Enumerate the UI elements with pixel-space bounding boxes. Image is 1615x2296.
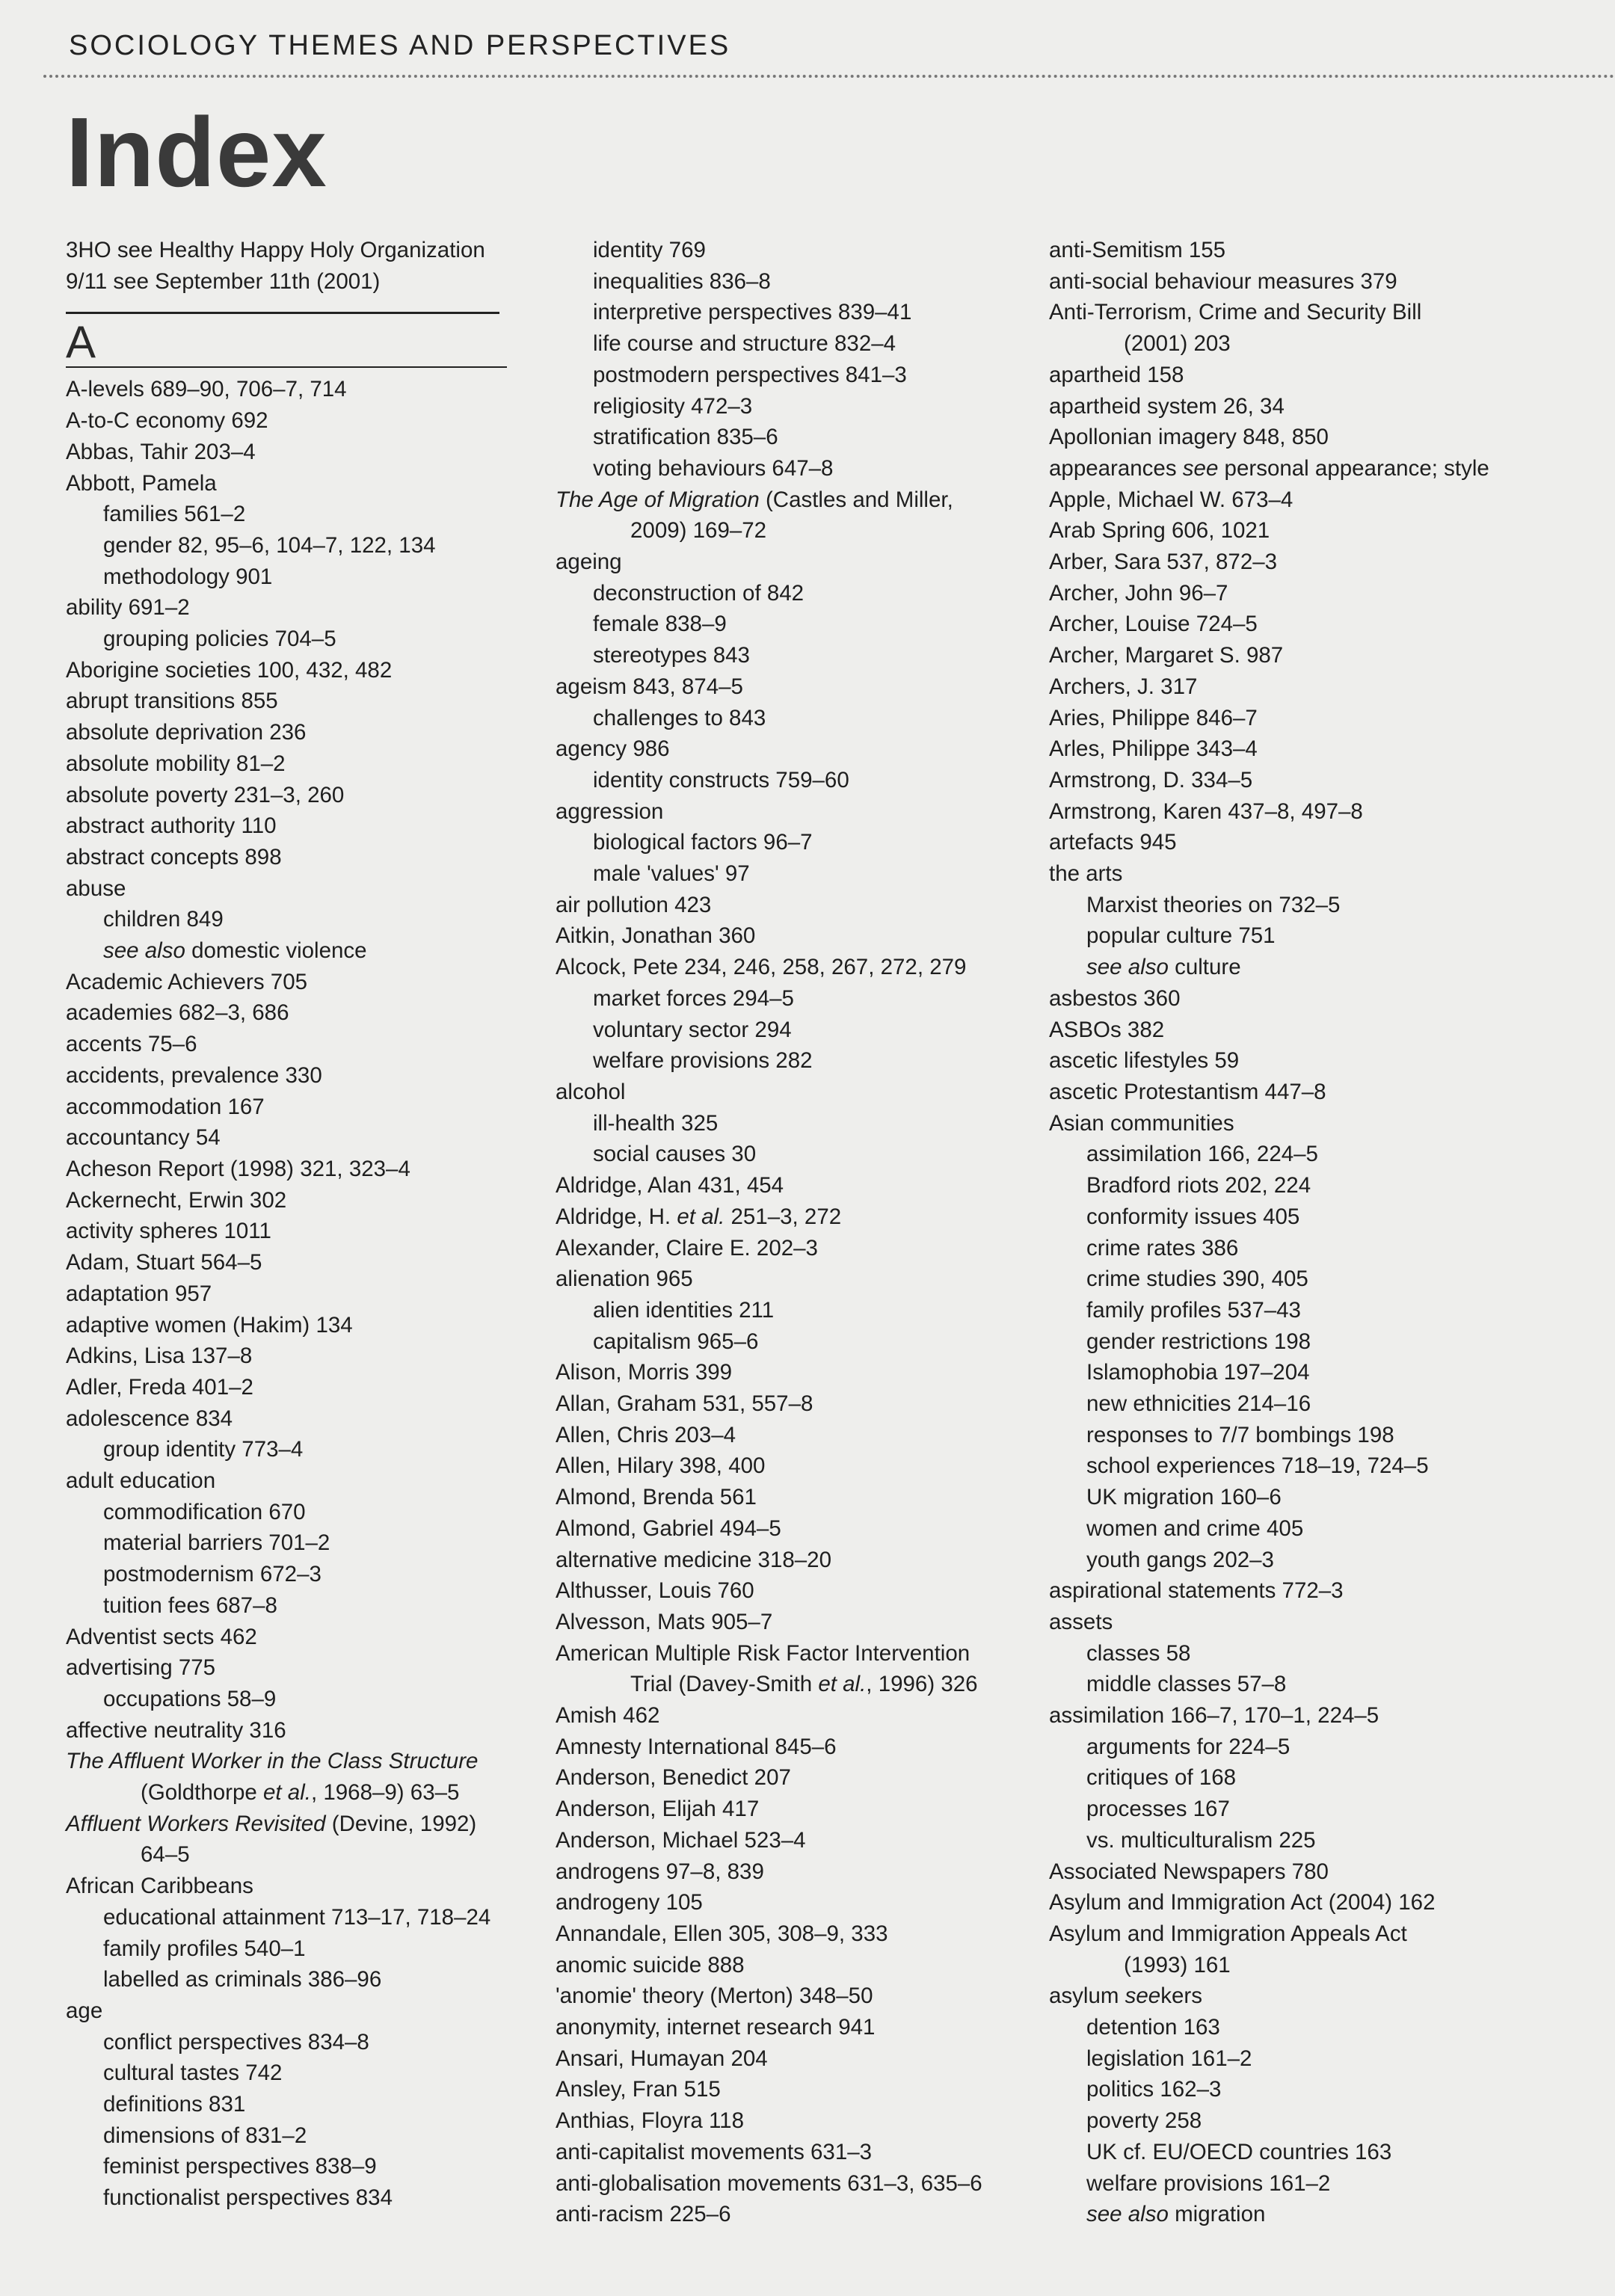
index-subentry: welfare provisions 282: [593, 1048, 813, 1074]
index-entry: the arts: [1049, 861, 1123, 887]
section-letter: A: [66, 312, 499, 366]
index-entry: absolute deprivation 236: [66, 720, 307, 745]
index-subentry: Islamophobia 197–204: [1086, 1360, 1310, 1385]
header-divider: [43, 75, 1615, 78]
index-subentry: critiques of 168: [1086, 1765, 1237, 1791]
index-subentry: family profiles 537–43: [1086, 1297, 1301, 1323]
index-subentry: legislation 161–2: [1086, 2046, 1252, 2071]
index-subentry: UK migration 160–6: [1086, 1485, 1282, 1510]
index-subentry: identity 769: [593, 238, 706, 262]
index-subentry: dimensions of 831–2: [103, 2123, 307, 2148]
index-entry: artefacts 945: [1049, 830, 1177, 855]
index-entry: Acheson Report (1998) 321, 323–4: [66, 1156, 410, 1181]
index-entry: Archers, J. 317: [1049, 674, 1198, 699]
index-entry: adaptive women (Hakim) 134: [66, 1312, 353, 1338]
index-entry: Aborigine societies 100, 432, 482: [66, 657, 393, 683]
index-subentry: alien identities 211: [593, 1297, 775, 1323]
index-subentry: welfare provisions 161–2: [1086, 2170, 1331, 2196]
index-entry: Aldridge, H. et al. 251–3, 272: [556, 1204, 842, 1229]
index-subentry: politics 162–3: [1086, 2077, 1222, 2102]
index-entry: Ackernecht, Erwin 302: [66, 1187, 287, 1213]
index-subentry: Marxist theories on 732–5: [1086, 892, 1341, 917]
index-subentry: ill-health 325: [593, 1110, 719, 1136]
index-entry: Anderson, Elijah 417: [556, 1797, 760, 1822]
running-header: SOCIOLOGY THEMES AND PERSPECTIVES: [69, 30, 731, 61]
index-subentry: feminist perspectives 838–9: [103, 2154, 377, 2179]
index-entry: Adler, Freda 401–2: [66, 1374, 253, 1400]
index-entry: Amnesty International 845–6: [556, 1734, 837, 1759]
index-entry: Anthias, Floyra 118: [556, 2108, 744, 2134]
index-entry: A-to-C economy 692: [66, 408, 268, 434]
index-entry: assets: [1049, 1609, 1113, 1634]
index-subentry: interpretive perspectives 839–41: [593, 300, 912, 325]
index-entry: Asylum and Immigration Appeals Act: [1049, 1921, 1407, 1946]
index-subentry: methodology 901: [103, 564, 273, 589]
index-entry: Almond, Gabriel 494–5: [556, 1515, 781, 1541]
index-entry: absolute poverty 231–3, 260: [66, 782, 345, 807]
index-entry: Alcock, Pete 234, 246, 258, 267, 272, 279: [556, 955, 967, 980]
index-entry: Affluent Workers Revisited (Devine, 1992): [66, 1811, 477, 1836]
index-subentry: Trial (Davey-Smith et al., 1996) 326: [630, 1672, 978, 1697]
index-entry: ascetic Protestantism 447–8: [1049, 1079, 1326, 1104]
index-entry: accountancy 54: [66, 1125, 221, 1151]
index-entry: anti-social behaviour measures 379: [1049, 268, 1397, 294]
index-subentry: poverty 258: [1086, 2108, 1202, 2134]
index-entry: asbestos 360: [1049, 985, 1181, 1011]
index-entry: accidents, prevalence 330: [66, 1062, 322, 1088]
index-subentry: group identity 773–4: [103, 1437, 304, 1462]
index-subentry: voluntary sector 294: [593, 1017, 792, 1042]
index-entry: age: [66, 1998, 103, 2023]
index-entry: accents 75–6: [66, 1032, 197, 1057]
index-entry: The Age of Migration (Castles and Miller,: [556, 487, 953, 512]
index-subentry: see also migration: [1086, 2202, 1266, 2227]
index-entry: Apple, Michael W. 673–4: [1049, 487, 1293, 512]
index-subentry: families 561–2: [103, 502, 246, 527]
index-subentry: 64–5: [141, 1842, 190, 1868]
index-entry: Abbott, Pamela: [66, 470, 217, 496]
index-entry: abstract concepts 898: [66, 844, 282, 870]
index-subentry: occupations 58–9: [103, 1686, 277, 1711]
index-subentry: female 838–9: [593, 612, 727, 637]
index-subentry: crime rates 386: [1086, 1235, 1239, 1261]
index-subentry: deconstruction of 842: [593, 580, 805, 606]
index-subentry: tuition fees 687–8: [103, 1592, 277, 1618]
index-entry: Aitkin, Jonathan 360: [556, 923, 756, 949]
index-entry: Archer, Margaret S. 987: [1049, 643, 1284, 668]
index-entry: anti-capitalist movements 631–3: [556, 2139, 873, 2164]
index-entry: Arab Spring 606, 1021: [1049, 518, 1270, 544]
index-entry: A-levels 689–90, 706–7, 714: [66, 377, 347, 402]
index-subentry: challenges to 843: [593, 705, 766, 730]
index-entry: African Caribbeans: [66, 1874, 253, 1899]
index-entry: aggression: [556, 798, 664, 824]
index-subentry: crime studies 390, 405: [1086, 1267, 1308, 1292]
index-subentry: identity constructs 759–60: [593, 767, 849, 792]
entry-list: [1049, 235, 1542, 2230]
index-entry: adaptation 957: [66, 1281, 212, 1306]
index-subentry: assimilation 166, 224–5: [1086, 1142, 1318, 1167]
index-entry: Allen, Hilary 398, 400: [556, 1453, 766, 1479]
index-entry: Armstrong, Karen 437–8, 497–8: [1049, 798, 1363, 824]
index-entry: American Multiple Risk Factor Intervention: [556, 1640, 970, 1666]
index-subentry: popular culture 751: [1086, 923, 1276, 949]
index-entry: ascetic lifestyles 59: [1049, 1048, 1240, 1074]
index-entry: Alexander, Claire E. 202–3: [556, 1235, 818, 1261]
index-entry: assimilation 166–7, 170–1, 224–5: [1049, 1703, 1379, 1729]
index-entry: absolute mobility 81–2: [66, 751, 286, 776]
index-entry: anonymity, internet research 941: [556, 2015, 876, 2040]
index-column-2: [556, 235, 1034, 2230]
index-entry: adult education: [66, 1468, 216, 1494]
index-entry: Aries, Philippe 846–7: [1049, 705, 1258, 730]
index-entry: Apollonian imagery 848, 850: [1049, 425, 1329, 450]
index-subentry: gender 82, 95–6, 104–7, 122, 134: [103, 532, 436, 558]
index-entry: The Affluent Worker in the Class Structure: [66, 1749, 479, 1774]
index-subentry: inequalities 836–8: [593, 268, 771, 294]
index-subentry: conflict perspectives 834–8: [103, 2029, 369, 2055]
index-entry: anti-Semitism 155: [1049, 238, 1226, 262]
index-entry: Armstrong, D. 334–5: [1049, 767, 1253, 792]
index-subentry: social causes 30: [593, 1142, 757, 1167]
index-subentry: 2009) 169–72: [630, 518, 767, 544]
index-entry: Almond, Brenda 561: [556, 1485, 757, 1510]
index-entry: Alvesson, Mats 905–7: [556, 1609, 773, 1634]
index-subentry: male 'values' 97: [593, 861, 750, 887]
index-subentry: definitions 831: [103, 2092, 246, 2117]
index-subentry: capitalism 965–6: [593, 1329, 759, 1354]
index-subentry: family profiles 540–1: [103, 1936, 306, 1961]
index-entry: Althusser, Louis 760: [556, 1578, 754, 1604]
index-entry: Asylum and Immigration Act (2004) 162: [1049, 1890, 1436, 1915]
entry-list: [556, 235, 1034, 2230]
index-entry: androgeny 105: [556, 1890, 703, 1915]
index-subentry: classes 58: [1086, 1640, 1191, 1666]
index-entry: activity spheres 1011: [66, 1219, 271, 1244]
index-entry: apartheid system 26, 34: [1049, 393, 1285, 419]
index-subentry: educational attainment 713–17, 718–24: [103, 1904, 491, 1930]
index-entry: Archer, Louise 724–5: [1049, 612, 1258, 637]
section-divider: [66, 366, 507, 368]
index-subentry: postmodern perspectives 841–3: [593, 362, 907, 387]
index-subentry: stratification 835–6: [593, 425, 778, 450]
index-subentry: responses to 7/7 bombings 198: [1086, 1422, 1394, 1447]
index-entry: ability 691–2: [66, 595, 190, 621]
index-column-3: [1049, 235, 1542, 2230]
index-entry: accommodation 167: [66, 1094, 265, 1119]
index-subentry: detention 163: [1086, 2015, 1220, 2040]
index-subentry: see also culture: [1086, 955, 1241, 980]
index-subentry: religiosity 472–3: [593, 393, 753, 419]
index-subentry: children 849: [103, 907, 224, 932]
index-entry: abuse: [66, 875, 126, 901]
index-entry: ageism 843, 874–5: [556, 674, 743, 699]
index-subentry: (1993) 161: [1124, 1952, 1231, 1978]
index-entry: Ansari, Humayan 204: [556, 2046, 768, 2071]
index-subentry: functionalist perspectives 834: [103, 2185, 393, 2211]
index-entry: advertising 775: [66, 1655, 216, 1681]
index-entry: anomic suicide 888: [556, 1952, 745, 1978]
index-entry: academies 682–3, 686: [66, 1000, 289, 1026]
index-entry: ASBOs 382: [1049, 1017, 1165, 1042]
index-entry: Anti-Terrorism, Crime and Security Bill: [1049, 300, 1422, 325]
index-entry: Arles, Philippe 343–4: [1049, 736, 1258, 762]
index-entry: appearances see personal appearance; style: [1049, 455, 1489, 481]
index-subentry: cultural tastes 742: [103, 2060, 283, 2086]
index-entry: asylum seekers: [1049, 1983, 1202, 2009]
index-subentry: youth gangs 202–3: [1086, 1547, 1274, 1572]
index-entry: Ansley, Fran 515: [556, 2077, 721, 2102]
index-subentry: material barriers 701–2: [103, 1530, 330, 1556]
index-subentry: (2001) 203: [1124, 331, 1231, 357]
index-entry: Allen, Chris 203–4: [556, 1422, 736, 1447]
index-entry: 3HO see Healthy Happy Holy Organization: [66, 238, 485, 262]
index-entry: Asian communities: [1049, 1110, 1234, 1136]
index-entry: Arber, Sara 537, 872–3: [1049, 550, 1278, 575]
index-entry: adolescence 834: [66, 1406, 233, 1431]
index-entry: alcohol: [556, 1079, 626, 1104]
index-subentry: vs. multiculturalism 225: [1086, 1827, 1316, 1853]
index-entry: Allan, Graham 531, 557–8: [556, 1391, 813, 1417]
index-entry: ageing: [556, 550, 622, 575]
prelim-entries: [66, 235, 529, 297]
index-entry: 9/11 see September 11th (2001): [66, 268, 381, 294]
index-subentry: postmodernism 672–3: [103, 1562, 322, 1587]
index-subentry: middle classes 57–8: [1086, 1672, 1287, 1697]
index-entry: aspirational statements 772–3: [1049, 1578, 1344, 1604]
index-entry: androgens 97–8, 839: [556, 1859, 764, 1884]
index-entry: apartheid 158: [1049, 362, 1184, 387]
index-entry: Anderson, Michael 523–4: [556, 1827, 806, 1853]
index-subentry: processes 167: [1086, 1797, 1230, 1822]
index-entry: anti-racism 225–6: [556, 2202, 731, 2227]
index-subentry: UK cf. EU/OECD countries 163: [1086, 2139, 1392, 2164]
index-entry: Adkins, Lisa 137–8: [66, 1344, 253, 1369]
index-subentry: life course and structure 832–4: [593, 331, 896, 357]
index-subentry: biological factors 96–7: [593, 830, 813, 855]
index-entry: Alison, Morris 399: [556, 1360, 733, 1385]
index-subentry: gender restrictions 198: [1086, 1329, 1311, 1354]
index-entry: Adam, Stuart 564–5: [66, 1250, 262, 1275]
index-subentry: new ethnicities 214–16: [1086, 1391, 1311, 1417]
index-subentry: labelled as criminals 386–96: [103, 1967, 382, 1992]
index-entry: Anderson, Benedict 207: [556, 1765, 791, 1791]
index-entry: abstract authority 110: [66, 813, 277, 839]
index-entry: abrupt transitions 855: [66, 689, 278, 714]
index-entry: anti-globalisation movements 631–3, 635–6: [556, 2170, 982, 2196]
index-entry: Amish 462: [556, 1703, 660, 1729]
index-subentry: stereotypes 843: [593, 643, 750, 668]
index-subentry: school experiences 718–19, 724–5: [1086, 1453, 1429, 1479]
page-title: Index: [66, 97, 327, 207]
index-subentry: commodification 670: [103, 1499, 306, 1524]
index-subentry: market forces 294–5: [593, 985, 794, 1011]
index-entry: air pollution 423: [556, 892, 712, 917]
index-entry: Aldridge, Alan 431, 454: [556, 1173, 784, 1198]
index-entry: agency 986: [556, 736, 670, 762]
index-subentry: conformity issues 405: [1086, 1204, 1300, 1229]
index-entry: Associated Newspapers 780: [1049, 1859, 1329, 1884]
index-entry: Adventist sects 462: [66, 1624, 257, 1649]
index-subentry: Bradford riots 202, 224: [1086, 1173, 1311, 1198]
index-subentry: women and crime 405: [1086, 1515, 1304, 1541]
index-subentry: voting behaviours 647–8: [593, 455, 834, 481]
entry-list: [66, 374, 529, 2213]
index-subentry: (Goldthorpe et al., 1968–9) 63–5: [141, 1780, 460, 1806]
index-subentry: see also domestic violence: [103, 938, 367, 964]
index-entry: 'anomie' theory (Merton) 348–50: [556, 1983, 873, 2009]
index-entry: Academic Achievers 705: [66, 969, 308, 994]
index-entry: Archer, John 96–7: [1049, 580, 1228, 606]
index-entry: alienation 965: [556, 1267, 693, 1292]
index-column-1: [66, 235, 529, 2214]
index-entry: Annandale, Ellen 305, 308–9, 333: [556, 1921, 888, 1946]
index-subentry: grouping policies 704–5: [103, 627, 336, 652]
index-entry: affective neutrality 316: [66, 1717, 286, 1743]
index-entry: Abbas, Tahir 203–4: [66, 439, 256, 464]
index-entry: alternative medicine 318–20: [556, 1547, 831, 1572]
index-subentry: arguments for 224–5: [1086, 1734, 1291, 1759]
